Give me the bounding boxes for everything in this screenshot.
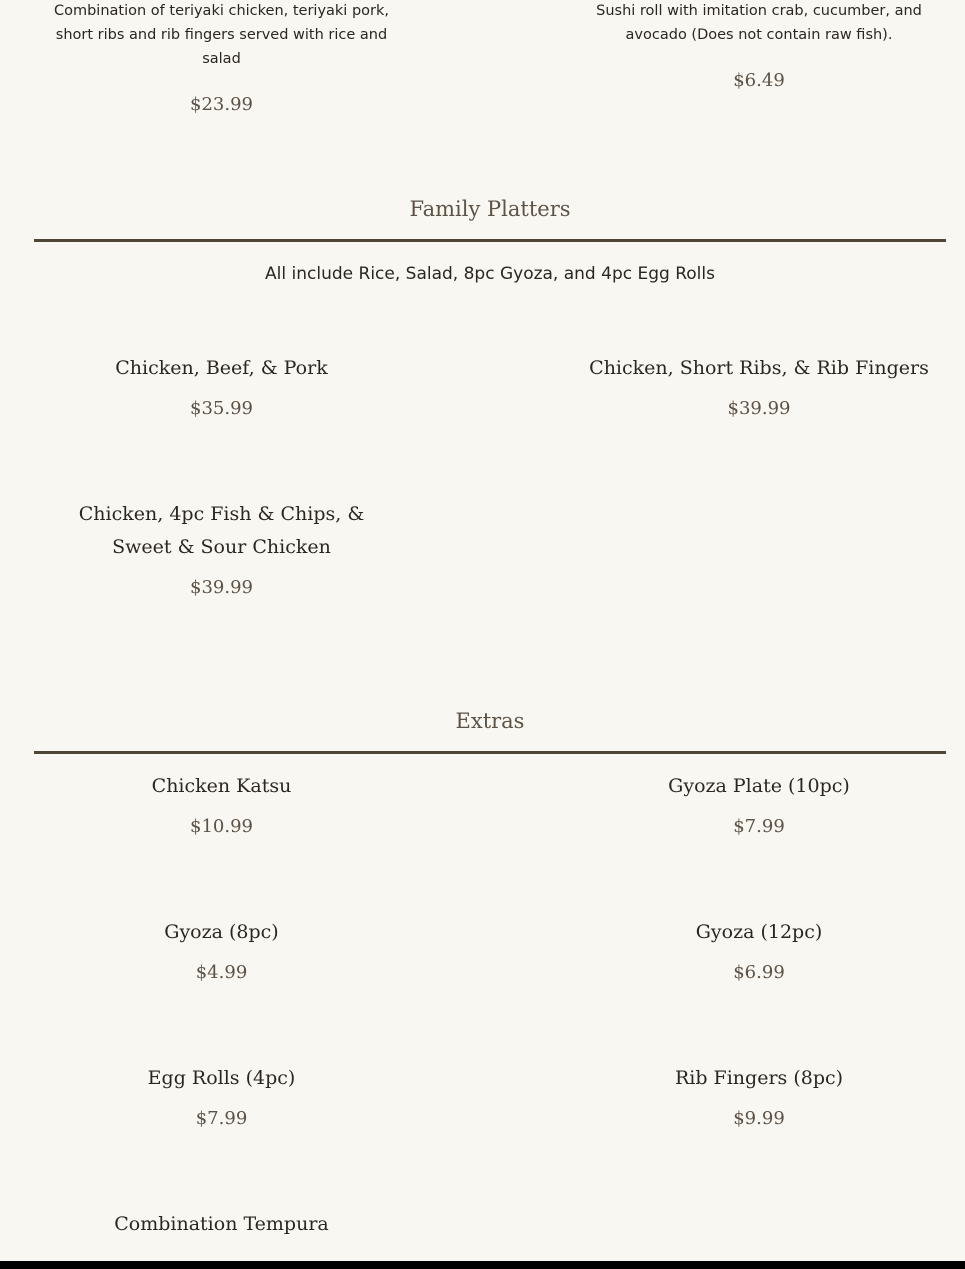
item-name: Gyoza Plate (10pc) [668,775,850,797]
item-name: Gyoza (12pc) [695,921,823,943]
menu-item [572,352,946,421]
item-name: Rib Fingers (8pc) [674,1067,844,1089]
item-price: $9.99 [733,1108,785,1129]
menu-item [572,916,946,985]
menu-item-california-roll [572,0,946,93]
item-price: $39.99 [727,398,791,419]
menu-item [34,1208,409,1241]
item-price: $35.99 [190,398,253,419]
menu-item [572,1062,946,1131]
item-name: Chicken, Short Ribs, & Rib Fingers [589,357,929,379]
menu-item [34,1062,409,1131]
item-name: Chicken Katsu [151,775,292,797]
item-name: Gyoza (8pc) [164,921,279,943]
menu-item [34,498,409,600]
section-title-extras: Extras [455,709,525,733]
section-divider [34,239,946,242]
section-title-family-platters: Family Platters [409,197,571,221]
section-note: All include Rice, Salad, 8pc Gyoza, and 4pc Egg Rolls [265,264,715,284]
bottom-bar [0,1261,965,1269]
item-name: Egg Rolls (4pc) [147,1067,296,1089]
menu-item [572,770,946,839]
item-name: Chicken, Beef, & Pork [115,357,328,379]
item-price: $7.99 [195,1108,248,1129]
menu-item [34,916,409,985]
item-price: $4.99 [195,962,248,983]
item-name: Chicken, 4pc Fish & Chips, & Sweet & Sour Chicken [78,503,365,558]
item-price: $23.99 [190,94,253,115]
menu-item-combination [34,0,409,117]
item-description: Sushi roll with imitation crab, cucumber, and avocado (Does not contain raw fish). [596,3,922,43]
menu-item [34,770,409,839]
item-description: Combination of teriyaki chicken, teriyaki pork, short ribs and rib fingers served with rice and salad [53,3,389,67]
item-price: $10.99 [190,816,253,837]
item-price: $6.99 [733,962,785,983]
item-price: $7.99 [733,816,785,837]
item-price: $6.49 [733,70,785,91]
item-price: $39.99 [190,577,253,598]
section-divider [34,751,946,754]
menu-item [34,352,409,421]
item-name: Combination Tempura [114,1213,329,1235]
